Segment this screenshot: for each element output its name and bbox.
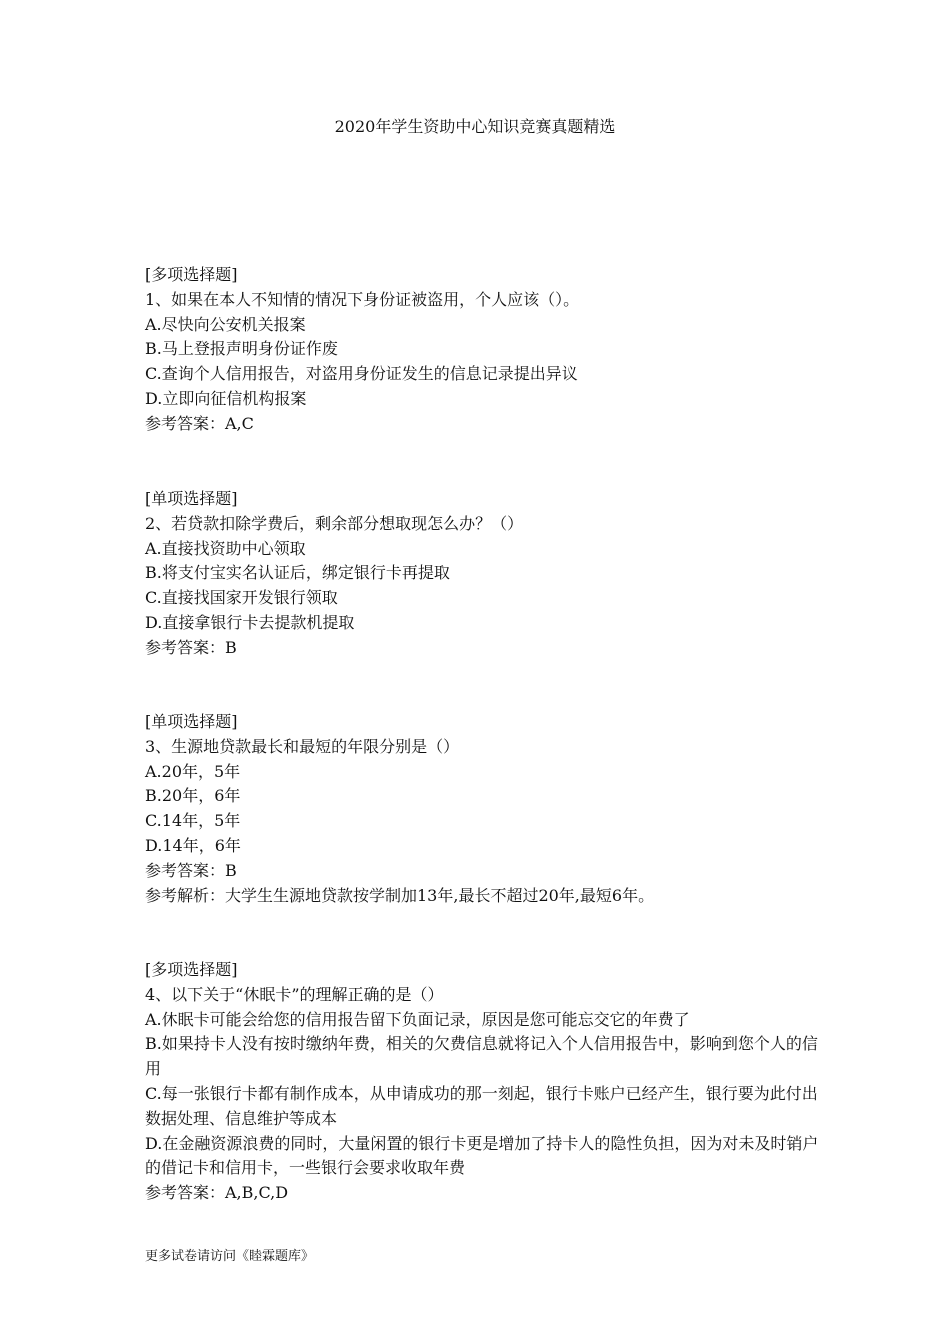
question-block xyxy=(145,710,825,908)
option-a: A.休眠卡可能会给您的信用报告留下负面记录，原因是您可能忘交它的年费了 xyxy=(145,1009,690,1029)
question-block xyxy=(145,958,825,1206)
footer-note: 更多试卷请访问《睦霖题库》 xyxy=(145,1249,315,1264)
option-d: D.直接拿银行卡去提款机提取 xyxy=(145,612,355,632)
reference-answer: 参考答案：B xyxy=(145,637,237,657)
option-b: B.将支付宝实名认证后，绑定银行卡再提取 xyxy=(145,563,450,583)
option-c: C.每一张银行卡都有制作成本，从申请成功的那一刻起，银行卡账户已经产生，银行要为此付出数据处理、信息维护等成本 xyxy=(145,1083,818,1128)
reference-analysis: 参考解析：大学生生源地贷款按学制加13年,最长不超过20年,最短6年。 xyxy=(145,885,655,905)
question-stem: 1、如果在本人不知情的情况下身份证被盗用，个人应该（）。 xyxy=(145,289,580,309)
option-a: A.直接找资助中心领取 xyxy=(145,538,306,558)
option-c: C.查询个人信用报告，对盗用身份证发生的信息记录提出异议 xyxy=(145,364,578,384)
question-stem: 4、以下关于“休眠卡”的理解正确的是（） xyxy=(145,984,444,1004)
reference-answer: 参考答案：A,B,C,D xyxy=(145,1183,289,1203)
option-b: B.马上登报声明身份证作废 xyxy=(145,339,338,359)
question-stem: 2、若贷款扣除学费后，剩余部分想取现怎么办？（） xyxy=(145,513,524,533)
option-a: A.尽快向公安机关报案 xyxy=(145,314,306,334)
option-d: D.在金融资源浪费的同时，大量闲置的银行卡更是增加了持卡人的隐性负担，因为对未及时销户的借记卡和信用卡，一些银行会要求收取年费 xyxy=(145,1133,819,1178)
document-title: 2020年学生资助中心知识竞赛真题精选 xyxy=(334,117,616,136)
reference-answer: 参考答案：B xyxy=(145,860,237,880)
option-a: A.20年，5年 xyxy=(145,761,241,781)
question-block xyxy=(145,487,825,661)
question-type: [多项选择题] xyxy=(145,265,238,284)
option-b: B.如果持卡人没有按时缴纳年费，相关的欠费信息就将记入个人信用报告中，影响到您个人的信用 xyxy=(145,1034,818,1079)
option-c: C.14年，5年 xyxy=(145,811,241,831)
option-b: B.20年，6年 xyxy=(145,786,241,806)
question-block xyxy=(145,263,825,437)
question-stem: 3、生源地贷款最长和最短的年限分别是（） xyxy=(145,736,460,756)
reference-answer: 参考答案：A,C xyxy=(145,413,254,433)
option-d: D.立即向征信机构报案 xyxy=(145,388,307,408)
question-type: [单项选择题] xyxy=(145,489,238,508)
question-type: [单项选择题] xyxy=(145,712,238,731)
option-c: C.直接找国家开发银行领取 xyxy=(145,588,338,608)
question-type: [多项选择题] xyxy=(145,960,238,979)
option-d: D.14年，6年 xyxy=(145,835,241,855)
